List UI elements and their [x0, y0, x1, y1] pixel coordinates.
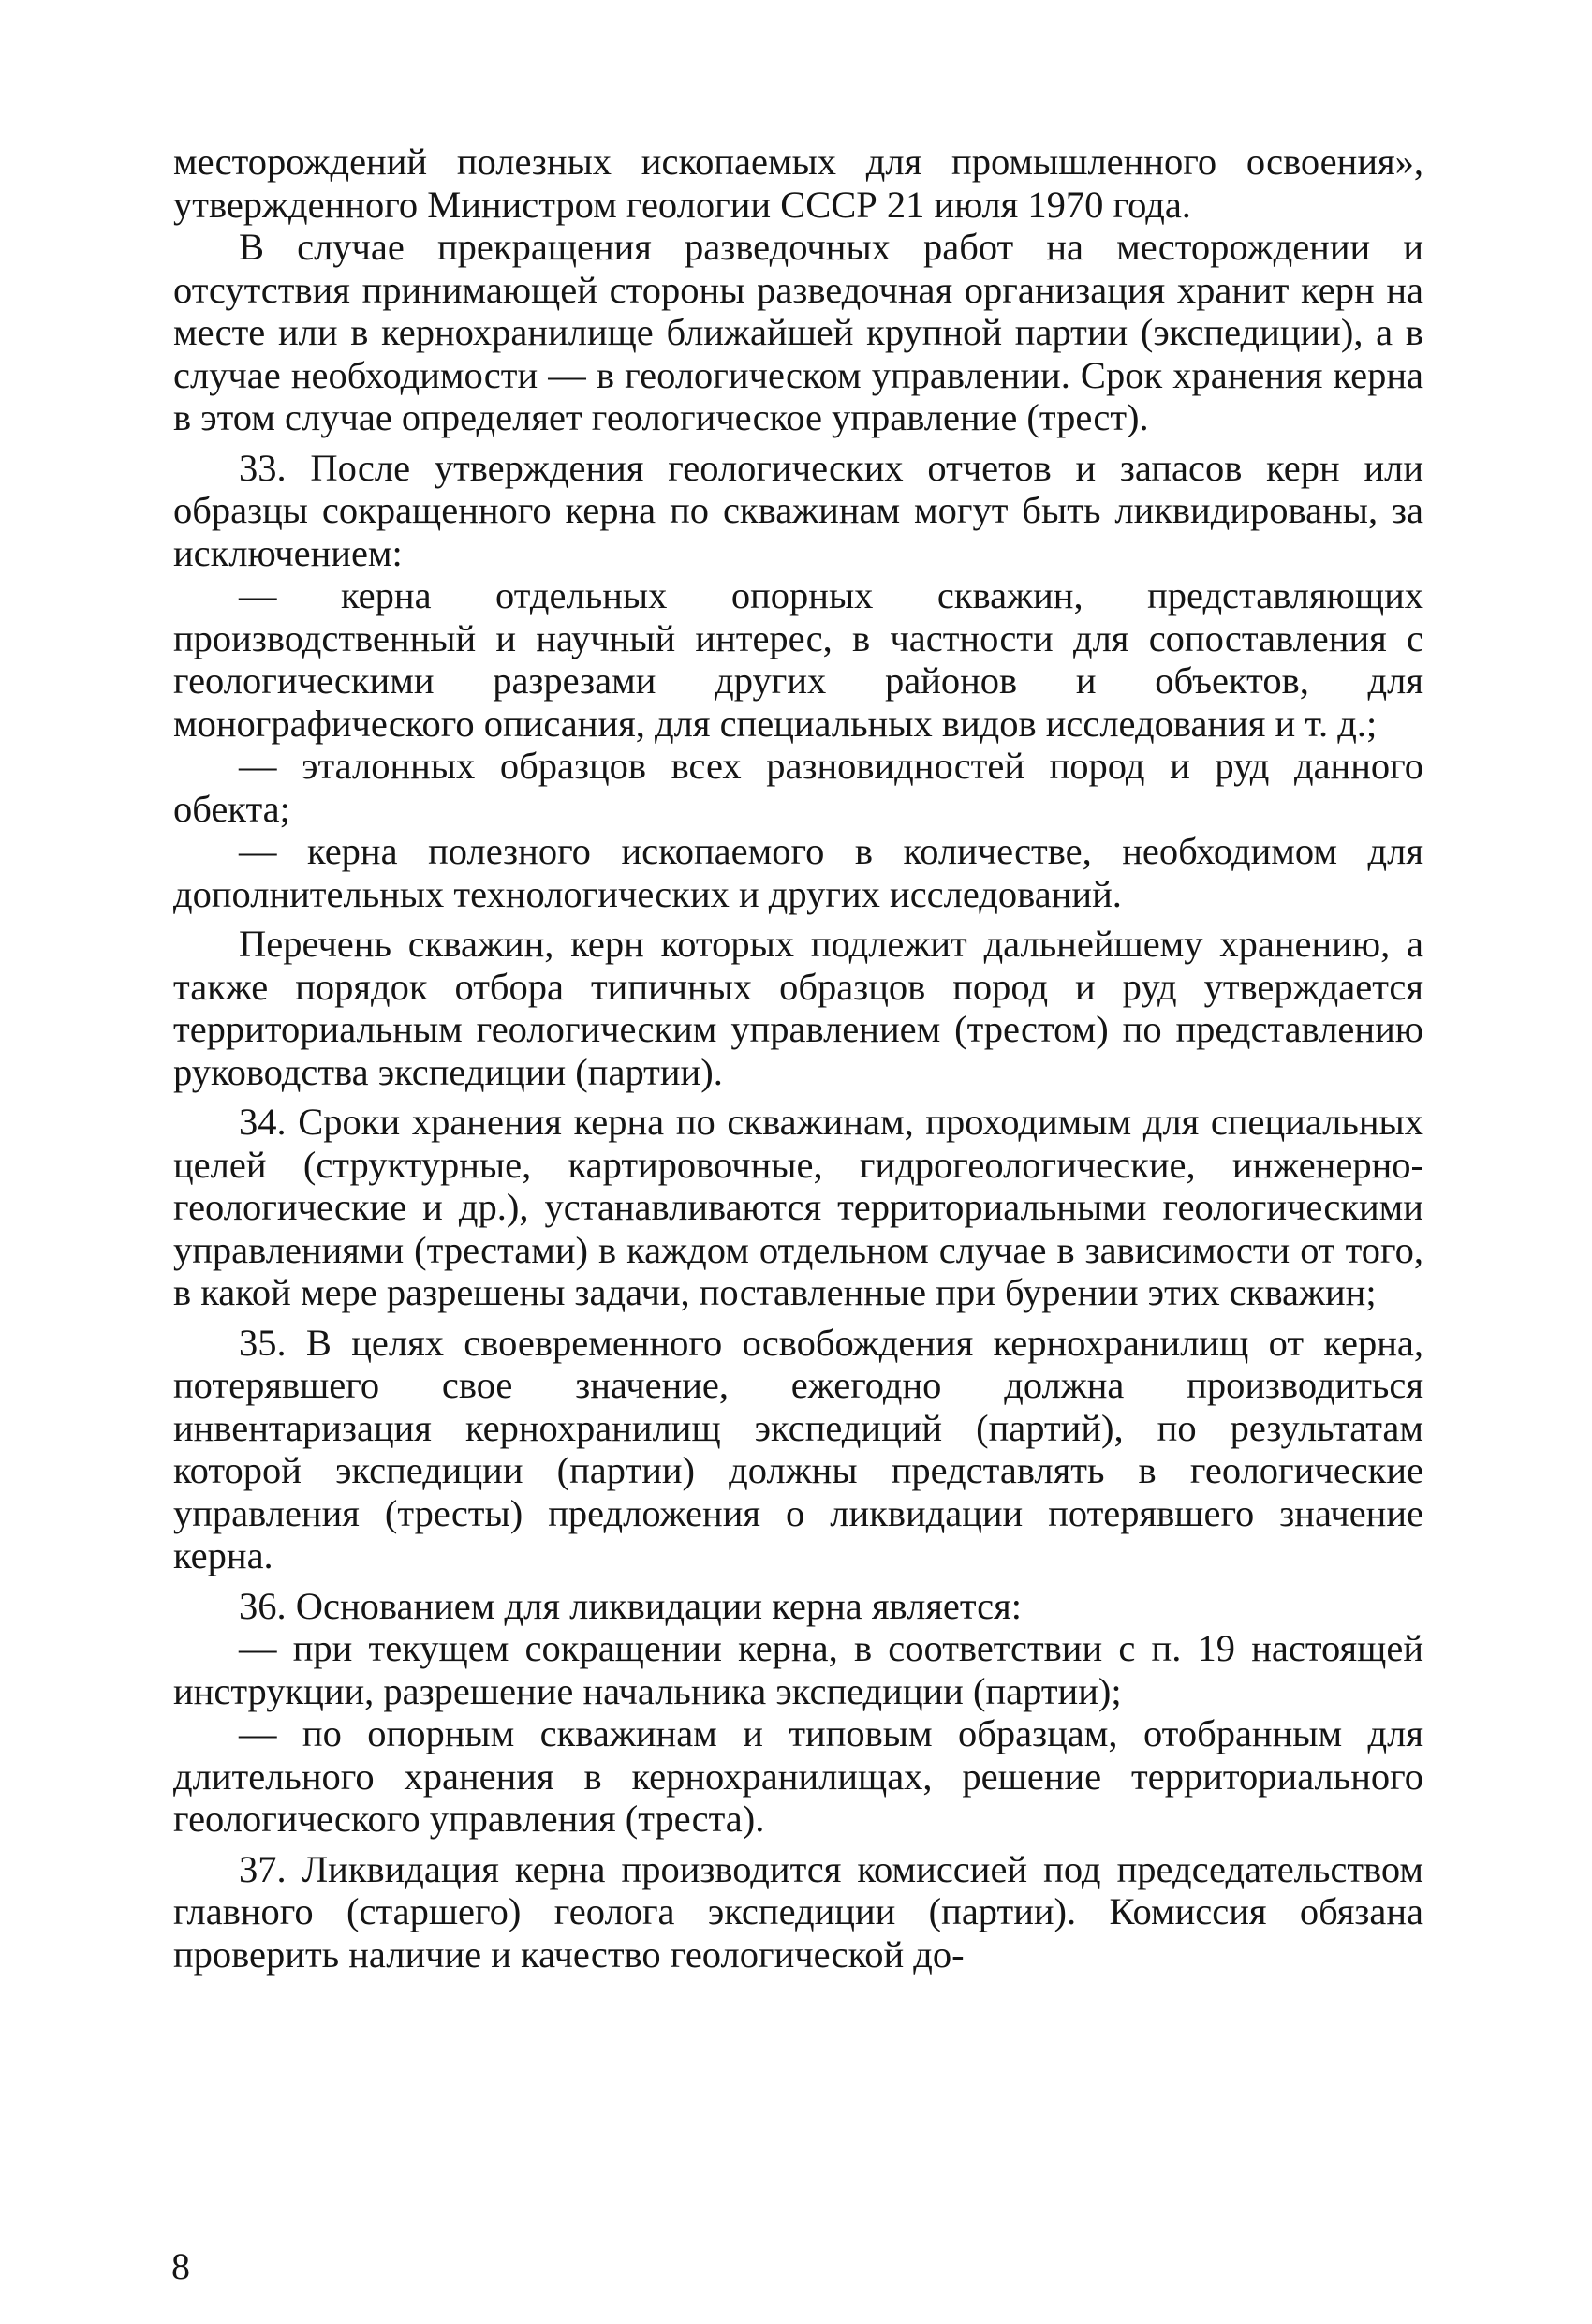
paragraph-item-34: 34. Сроки хранения керна по скважинам, проходимым для специальных целей (структурные, картировочные, гидрогеологические, инженерно-геологические и др.), устанавливаются территориальными геологическими управлениями (трестами) в каждом отдельном случае в зависимости от того, в какой мере разрешены задачи, поставленные при бурении этих скважин;	[173, 1101, 1423, 1313]
paragraph-exception-reference-samples: — эталонных образцов всех разновидностей пород и руд данного обекта;	[173, 745, 1423, 830]
paragraph-basis-current-reduction: — при текущем сокращении керна, в соответствии с п. 19 настоящей инструкции, разрешение начальника экспедиции (партии);	[173, 1627, 1423, 1712]
paragraph-termination-storage: В случае прекращения разведочных работ на месторождении и отсутствия принимающей стороны разведочная организация хранит керн на месте или в кернохранилище ближайшей крупной партии (экспедиции), а в случае необходимости — в геологическом управлении. Срок хранения керна в этом случае определяет геологическое управление (трест).	[173, 226, 1423, 438]
paragraph-intro-continuation: месторождений полезных ископаемых для промышленного освоения», утвержденного Министром геологии СССР 21 июля 1970 года.	[173, 141, 1423, 226]
paragraph-item-36: 36. Основанием для ликвидации керна является:	[239, 1584, 1022, 1627]
paragraph-item-35: 35. В целях своевременного освобождения кернохранилищ от керна, потерявшего свое значение, ежегодно должна производиться инвентаризация кернохранилищ экспедиций (партий), по результатам которой экспедиции (партии) должны представлять в геологические управления (тресты) предложения о ликвидации потерявшего значение керна.	[173, 1321, 1423, 1576]
paragraph-exception-mineral-core: — керна полезного ископаемого в количестве, необходимом для дополнительных технологических и других исследований.	[173, 830, 1423, 915]
document-body	[173, 141, 1423, 1976]
page-number: 8	[171, 2245, 190, 2287]
paragraph-item-37: 37. Ликвидация керна производится комиссией под председательством главного (старшего) геолога экспедиции (партии). Комиссия обязана проверить наличие и качество геологической до-	[173, 1847, 1423, 1976]
paragraph-exception-reference-wells: — керна отдельных опорных скважин, представляющих производственный и научный интерес, в частности для сопоставления с геологическими разрезами других районов и объектов, для монографического описания, для специальных видов исследования и т. д.;	[173, 574, 1423, 745]
paragraph-well-list-approval: Перечень скважин, керн которых подлежит дальнейшему хранению, а также порядок отбора типичных образцов пород и руд утверждается территориальным геологическим управлением (трестом) по представлению руководства экспедиции (партии).	[173, 923, 1423, 1093]
paragraph-item-33: 33. После утверждения геологических отчетов и запасов керн или образцы сокращенного керна по скважинам могут быть ликвидированы, за исключением:	[173, 446, 1423, 574]
paragraph-basis-reference-wells: — по опорным скважинам и типовым образцам, отобранным для длительного хранения в кернохранилищах, решение территориального геологического управления (треста).	[173, 1712, 1423, 1840]
